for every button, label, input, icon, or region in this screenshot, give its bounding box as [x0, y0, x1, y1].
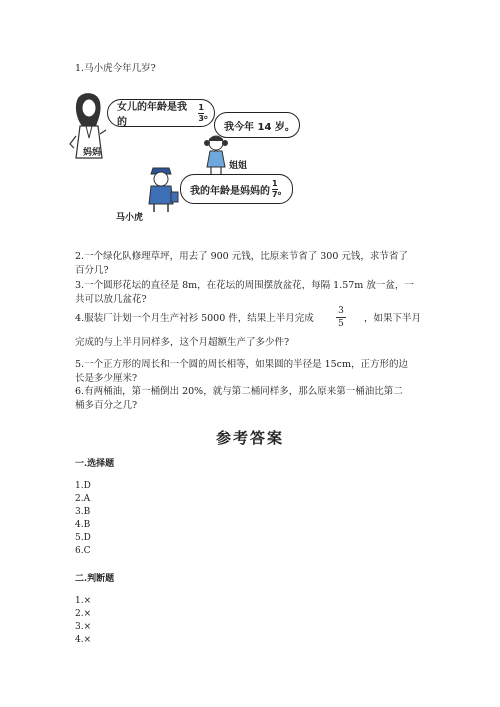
choice-answer: 2.A [75, 494, 91, 504]
q4-frac-num: 3 [338, 306, 344, 316]
judge-answer: 4.× [75, 635, 92, 645]
question-4-part-2: ，如果下半月 [364, 313, 422, 324]
sister-speech-text: 我今年 14 岁。 [224, 121, 295, 133]
boy-label: 马小虎 [116, 213, 144, 223]
choice-answer: 6.C [75, 546, 91, 556]
choice-answer: 3.B [75, 507, 91, 517]
sister-label: 姐姐 [229, 161, 248, 171]
boy-figure [143, 164, 179, 214]
mom-label: 妈妈 [83, 148, 102, 158]
question-5-line-1: 5.一个正方形的周长和一个圆的周长相等，如果圆的半径是 15cm，正方形的边 [75, 359, 409, 370]
mom-frac-num: 1 [198, 102, 204, 112]
question-6-line-1: 6.有两桶油，第一桶倒出 20%，就与第二桶同样多，那么原来第一桶油比第二 [75, 386, 403, 397]
question-3-line-2: 共可以放几盆花? [75, 294, 147, 305]
question-1: 1.马小虎今年几岁? [75, 63, 156, 74]
question-4-part-1: 4.服装厂计划一个月生产衬衫 5000 件，结果上半月完成 [75, 313, 314, 324]
mom-speech-text: 女儿的年龄是我的 [117, 102, 187, 128]
question-4-line-2: 完成的与上半月同样多，这个月超额生产了多少件? [75, 337, 290, 348]
section-judge-title: 二.判断题 [75, 574, 115, 584]
boy-frac-den: 7 [272, 189, 278, 199]
judge-answer: 2.× [75, 609, 92, 619]
question-3-line-1: 3.一个圆形花坛的直径是 8m，在花坛的周围摆放盆花，每隔 1.57m 放一盆，一 [75, 280, 414, 291]
boy-speech-end: 。 [277, 185, 288, 197]
boy-speech-text: 我的年龄是妈妈的 [190, 185, 270, 197]
question-5-line-2: 长是多少厘米? [75, 373, 138, 384]
mom-frac-den: 3 [198, 113, 204, 123]
question-6-line-2: 桶多百分之几? [75, 400, 138, 411]
question-4-fraction [336, 306, 346, 329]
choice-answer: 5.D [75, 533, 91, 543]
q4-frac-den: 5 [338, 319, 344, 329]
choice-answer: 1.D [75, 481, 91, 491]
mom-speech-end: 。 [204, 109, 214, 121]
answers-title: 参考答案 [215, 429, 284, 447]
section-choice-title: 一.选择题 [75, 459, 115, 469]
sister-figure [201, 133, 231, 175]
boy-frac-num: 1 [272, 178, 278, 188]
question-2-line-1: 2.一个绿化队修理草坪，用去了 900 元钱，比原来节省了 300 元钱，求节省了 [75, 251, 408, 262]
boy-speech-bubble [180, 174, 293, 204]
mom-speech-bubble [107, 99, 215, 127]
judge-answer: 1.× [75, 596, 92, 606]
choice-answer: 4.B [75, 520, 91, 530]
question-2-line-2: 百分几? [75, 265, 109, 276]
judge-answer: 3.× [75, 622, 92, 632]
